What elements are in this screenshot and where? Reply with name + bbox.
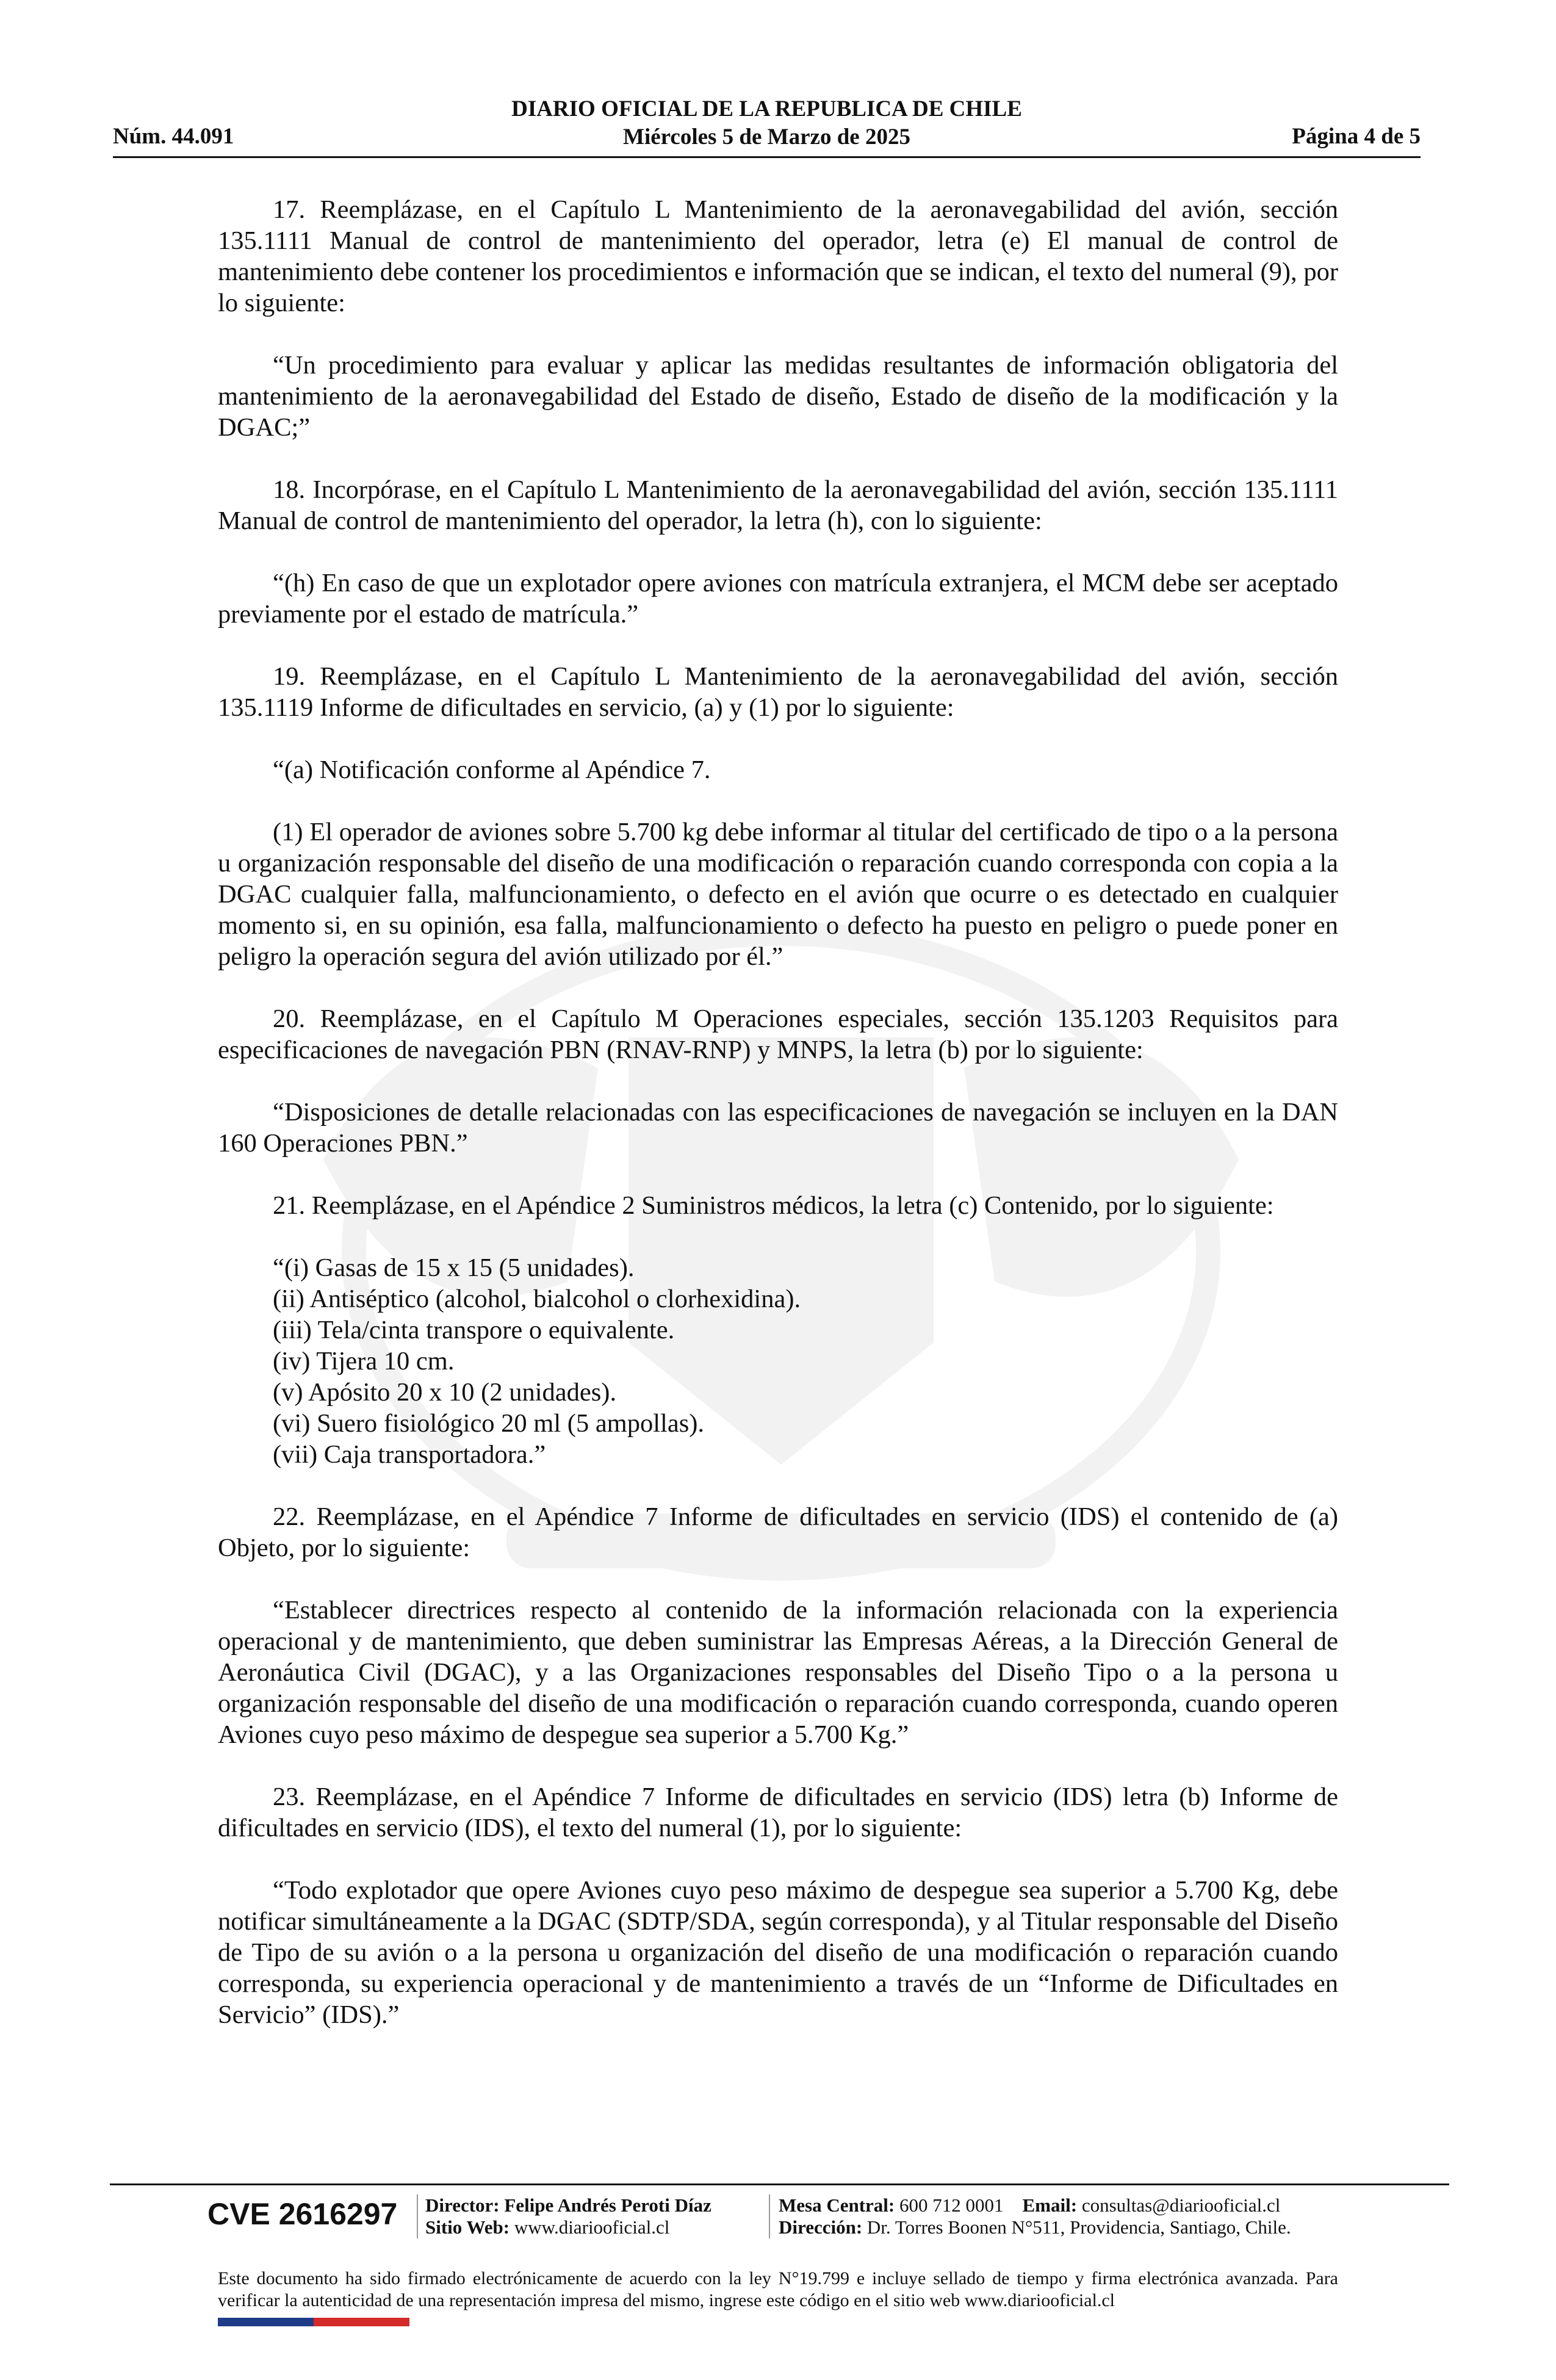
email-link[interactable]: consultas@diariooficial.cl [1081,2194,1281,2216]
footer-contact-block [779,2194,1291,2238]
mesa-label: Mesa Central: [779,2194,895,2216]
issue-number: Núm. 44.091 [113,124,234,149]
paragraph-22: 22. Reemplázase, en el Apéndice 7 Informe de dificultades en servicio (IDS) el contenido de (a) Objeto, por lo siguiente: [218,1502,1338,1562]
flag-blue-stripe [218,2318,314,2326]
quote-23: “Todo explotador que opere Aviones cuyo peso máximo de despegue sea superior a 5.700 Kg, debe notificar simultáneamente a la DGAC (SDTP/SDA, según corresponda), y al Titular responsable del Diseño de Tipo de su avión o a la persona u organización del diseño de una modificación o reparación cuando corresponda, su experiencia operacional y de mantenimiento a través de un “Informe de Dificultades en Servicio” (IDS).” [218,1876,1338,2029]
quote-17: “Un procedimiento para evaluar y aplicar las medidas resultantes de información obligatoria del mantenimiento de la aeronavegabilidad del Estado de diseño, Estado de diseño de la modificación y la DGAC;” [218,351,1338,442]
header-center [113,95,1421,151]
quote-19a: “(a) Notificación conforme al Apéndice 7. [273,755,711,784]
document-body [218,194,1338,2061]
paragraph-17: 17. Reemplázase, en el Capítulo L Mantenimiento de la aeronavegabilidad del avión, sección 135.1111 Manual de control de mantenimiento del operador, letra (e) El manual de control de mantenimiento debe contener los procedimientos e información que se indican, el texto del numeral (9), por lo siguiente: [218,195,1338,317]
list-item: “(i) Gasas de 15 x 15 (5 unidades). [273,1253,635,1282]
paragraph-21: 21. Reemplázase, en el Apéndice 2 Suministros médicos, la letra (c) Contenido, por lo siguiente: [273,1191,1274,1220]
quote-22: “Establecer directrices respecto al contenido de la información relacionada con la experiencia operacional y de mantenimiento, que deben suministrar las Empresas Aéreas, a la Dirección General de Aeronáutica Civil (DGAC), y a las Organizaciones responsables del Diseño Tipo o a la persona u organización responsable del diseño de una modificación o reparación cuando corresponda, cuando operen Aviones cuyo peso máximo de despegue sea superior a 5.700 Kg.” [218,1596,1338,1749]
quote-20: “Disposiciones de detalle relacionadas con las especificaciones de navegación se incluyen en la DAN 160 Operaciones PBN.” [218,1098,1338,1158]
address-label: Dirección: [779,2216,863,2238]
site-label: Sitio Web: [425,2216,510,2238]
quote-18: “(h) En caso de que un explotador opere aviones con matrícula extranjera, el MCM debe ser aceptado previamente por el estado de matrícula.” [218,569,1338,629]
page-header [113,92,1421,159]
page-number: Página 4 de 5 [1292,124,1421,149]
director-label: Director: [425,2194,500,2216]
list-item: (vii) Caja transportadora.” [273,1440,546,1469]
list-item: (iii) Tela/cinta transpore o equivalente. [273,1316,675,1344]
address-value: Dr. Torres Boonen N°511, Providencia, Santiago, Chile. [866,2216,1291,2238]
quote-19-1: (1) El operador de aviones sobre 5.700 kg debe informar al titular del certificado de tipo o a la persona u organización responsable del diseño de una modificación o reparación cuando corresponda con copia a la DGAC cualquier falla, malfuncionamiento, o defecto en el avión que ocurre o es detectado en cualquier momento si, en su opinión, esa falla, malfuncionamiento o defecto ha puesto en peligro o puede poner en peligro la operación segura del avión utilizado por él.” [218,818,1338,971]
footer-separator [417,2194,418,2238]
flag-red-stripe [314,2318,409,2326]
paragraph-19: 19. Reemplázase, en el Capítulo L Mantenimiento de la aeronavegabilidad del avión, sección 135.1119 Informe de dificultades en servicio, (a) y (1) por lo siguiente: [218,662,1338,722]
paragraph-20: 20. Reemplázase, en el Capítulo M Operaciones especiales, sección 135.1203 Requisitos para especificaciones de navegación PBN (RNAV-RNP) y MNPS, la letra (b) por lo siguiente: [218,1004,1338,1064]
header-divider [113,156,1421,158]
footer-director-block [425,2194,711,2238]
medical-supplies-list [218,1252,1338,1470]
newspaper-title: DIARIO OFICIAL DE LA REPUBLICA DE CHILE [511,96,1022,121]
list-item: (vi) Suero fisiológico 20 ml (5 ampollas). [273,1409,705,1438]
mesa-phone: 600 712 0001 [899,2194,1004,2216]
paragraph-18: 18. Incorpórase, en el Capítulo L Mantenimiento de la aeronavegabilidad del avión, sección 135.1111 Manual de control de mantenimiento del operador, la letra (h), con lo siguiente: [218,475,1338,535]
director-name: Felipe Andrés Peroti Díaz [504,2194,711,2216]
signature-notice: Este documento ha sido firmado electrónicamente de acuerdo con la ley N°19.799 e incluye sellado de tiempo y firma electrónica avanzada. Para verificar la autenticidad de una representación impresa del mismo, ingrese este código en el sitio web www.diariooficial.cl [218,2268,1338,2310]
list-item: (v) Apósito 20 x 10 (2 unidades). [273,1378,617,1407]
site-link[interactable]: www.diariooficial.cl [514,2216,670,2238]
footer-divider [110,2183,1449,2185]
paragraph-23: 23. Reemplázase, en el Apéndice 7 Informe de dificultades en servicio (IDS) letra (b) Informe de dificultades en servicio (IDS), el texto del numeral (1), por lo siguiente: [218,1783,1338,1842]
footer-separator [769,2194,770,2238]
issue-date: Miércoles 5 de Marzo de 2025 [623,124,910,150]
list-item: (ii) Antiséptico (alcohol, bialcohol o clorhexidina). [273,1285,801,1313]
cve-code: CVE 2616297 [207,2197,398,2231]
list-item: (iv) Tijera 10 cm. [273,1347,455,1376]
email-label: Email: [1022,2194,1078,2216]
